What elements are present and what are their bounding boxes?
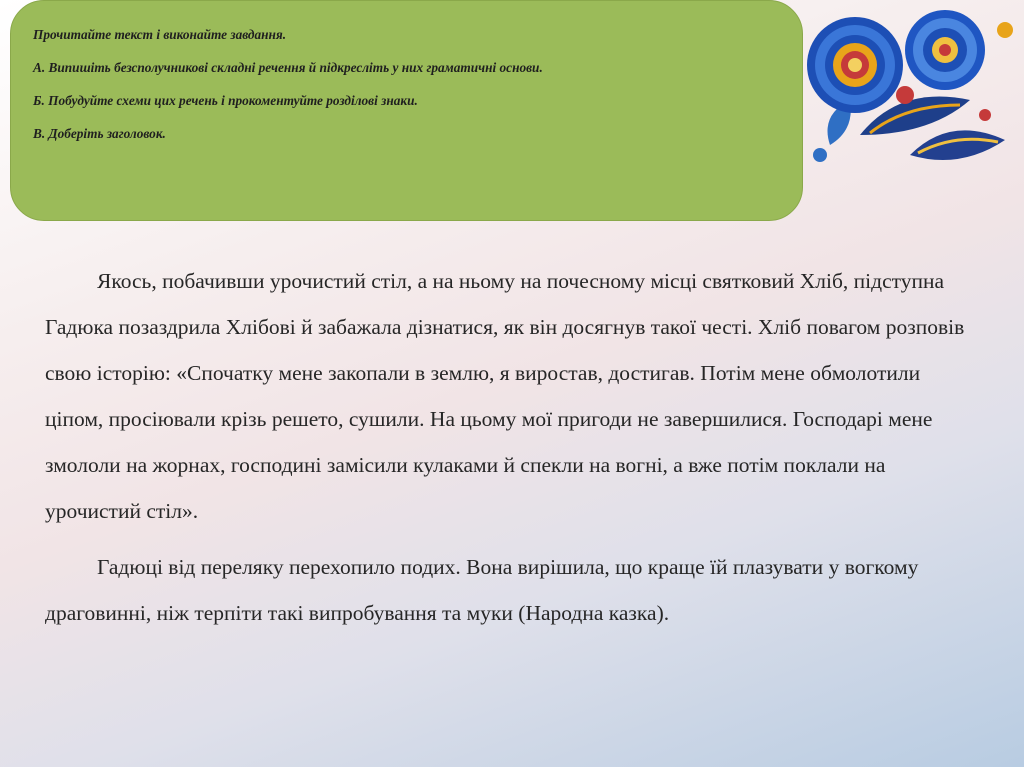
- story-paragraph-2: Гадюці від переляку перехопило подих. Вона вирішила, що краще їй плазувати у вогкому драговинні, ніж терпіти такі випробування та муки (Народна казка).: [45, 555, 919, 625]
- task-item-a: А. Випишіть безсполучникові складні речення й підкресліть у них граматичні основи.: [33, 60, 543, 75]
- task-instruction: Прочитайте текст і виконайте завдання.: [33, 27, 287, 42]
- story-paragraph-1: Якось, побачивши урочистий стіл, а на ньому на почесному місці святковий Хліб, підступна Гадюка позаздрила Хлібові й забажала дізнатися, як він досягнув такої честі. Хліб повагом розповів свою історію: «Спочатку мене закопали в землю, я виростав, достигав. Потім мене обмолотили ціпом, просіювали крізь решето, сушили. На цьому мої пригоди не завершилися. Господарі мене змололи на жорнах, господині замісили кулаками й спекли на вогні, а вже потім поклали на урочистий стіл».: [45, 269, 965, 523]
- task-item-b: Б. Побудуйте схеми цих речень і прокоментуйте розділові знаки.: [33, 93, 418, 108]
- story-text: [45, 258, 975, 636]
- flower-ornament-icon: [800, 5, 1020, 200]
- task-box: [10, 0, 803, 221]
- small-flower-icon: [905, 10, 985, 90]
- big-flower-icon: [807, 17, 903, 113]
- task-item-c: В. Доберіть заголовок.: [33, 126, 166, 141]
